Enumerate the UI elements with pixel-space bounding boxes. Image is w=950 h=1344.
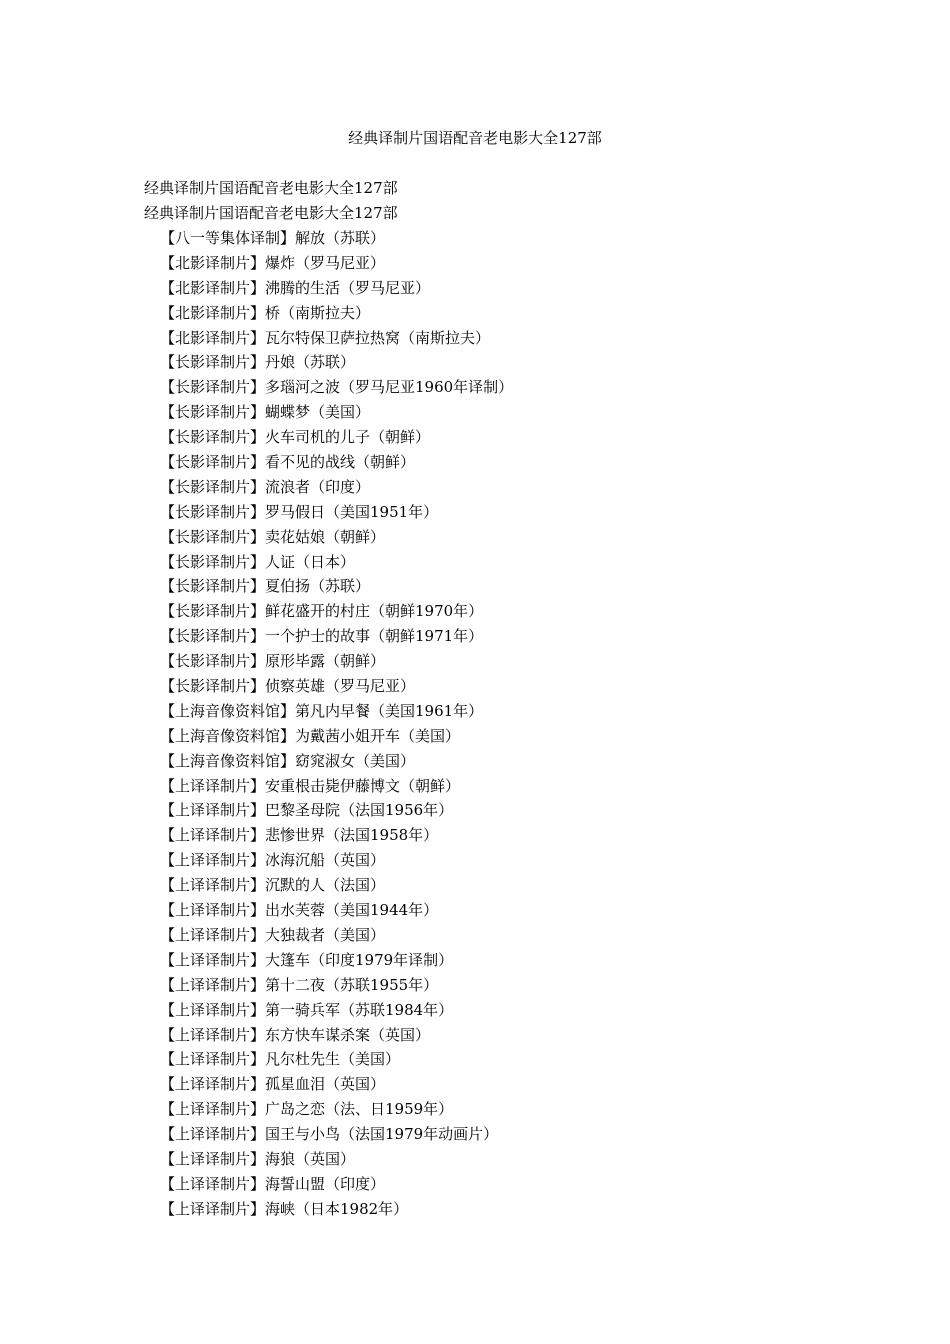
list-item: 【上译译制片】国王与小鸟（法国1979年动画片） bbox=[160, 1125, 499, 1144]
list-item: 【北影译制片】瓦尔特保卫萨拉热窝（南斯拉夫） bbox=[160, 328, 491, 347]
list-item: 【上译译制片】大篷车（印度1979年译制） bbox=[160, 950, 454, 969]
list-item: 【上译译制片】沉默的人（法国） bbox=[160, 876, 386, 895]
list-item: 【上译译制片】第十二夜（苏联1955年） bbox=[160, 975, 439, 994]
list-item: 【上译译制片】第一骑兵军（苏联1984年） bbox=[160, 1000, 454, 1019]
subtitle-line: 经典译制片国语配音老电影大全127部 bbox=[144, 179, 398, 197]
list-item: 【长影译制片】夏伯扬（苏联） bbox=[160, 577, 371, 596]
list-item: 【北影译制片】爆炸（罗马尼亚） bbox=[160, 253, 386, 272]
list-item: 【上译译制片】广岛之恋（法、日1959年） bbox=[160, 1100, 454, 1119]
list-item: 【北影译制片】桥（南斯拉夫） bbox=[160, 303, 371, 322]
list-item: 【长影译制片】蝴蝶梦（美国） bbox=[160, 403, 371, 422]
list-item: 【八一等集体译制】解放（苏联） bbox=[160, 229, 386, 247]
list-item: 【上译译制片】海峡（日本1982年） bbox=[160, 1199, 409, 1218]
list-item: 【上译译制片】孤星血泪（英国） bbox=[160, 1075, 386, 1094]
list-item: 【上译译制片】安重根击毙伊藤博文（朝鲜） bbox=[160, 776, 461, 795]
list-item: 【上海音像资料馆】窈窕淑女（美国） bbox=[160, 751, 416, 770]
list-item: 【上海音像资料馆】为戴茜小姐开车（美国） bbox=[160, 726, 461, 745]
list-item: 【上译译制片】海誓山盟（印度） bbox=[160, 1174, 386, 1193]
list-item: 【上译译制片】巴黎圣母院（法国1956年） bbox=[160, 801, 454, 820]
subtitle-block bbox=[144, 176, 398, 226]
list-item: 【长影译制片】看不见的战线（朝鲜） bbox=[160, 453, 416, 472]
list-item: 【长影译制片】流浪者（印度） bbox=[160, 477, 371, 496]
list-item: 【上海音像资料馆】第凡内早餐（美国1961年） bbox=[160, 701, 484, 720]
list-item: 【北影译制片】沸腾的生活（罗马尼亚） bbox=[160, 278, 431, 297]
list-item: 【上译译制片】凡尔杜先生（美国） bbox=[160, 1050, 401, 1069]
list-item: 【上译译制片】东方快车谋杀案（英国） bbox=[160, 1025, 431, 1044]
list-item: 【长影译制片】侦察英雄（罗马尼亚） bbox=[160, 677, 416, 696]
list-item: 【长影译制片】多瑙河之波（罗马尼亚1960年译制） bbox=[160, 378, 514, 397]
list-item: 【长影译制片】丹娘（苏联） bbox=[160, 353, 356, 372]
list-item: 【上译译制片】大独裁者（美国） bbox=[160, 925, 386, 944]
list-item: 【长影译制片】原形毕露（朝鲜） bbox=[160, 652, 386, 671]
list-item: 【长影译制片】人证（日本） bbox=[160, 552, 356, 571]
list-item: 【长影译制片】罗马假日（美国1951年） bbox=[160, 502, 439, 521]
list-item: 【上译译制片】海狼（英国） bbox=[160, 1149, 356, 1168]
page-title: 经典译制片国语配音老电影大全127部 bbox=[348, 129, 602, 147]
list-item: 【长影译制片】一个护士的故事（朝鲜1971年） bbox=[160, 627, 484, 646]
film-list bbox=[144, 226, 513, 1222]
subtitle-line: 经典译制片国语配音老电影大全127部 bbox=[144, 203, 398, 222]
list-item: 【上译译制片】冰海沉船（英国） bbox=[160, 851, 386, 870]
list-item: 【上译译制片】悲惨世界（法国1958年） bbox=[160, 826, 439, 845]
list-item: 【长影译制片】卖花姑娘（朝鲜） bbox=[160, 527, 386, 546]
list-item: 【长影译制片】鲜花盛开的村庄（朝鲜1970年） bbox=[160, 602, 484, 621]
list-item: 【长影译制片】火车司机的儿子（朝鲜） bbox=[160, 428, 431, 447]
list-item: 【上译译制片】出水芙蓉（美国1944年） bbox=[160, 901, 439, 920]
